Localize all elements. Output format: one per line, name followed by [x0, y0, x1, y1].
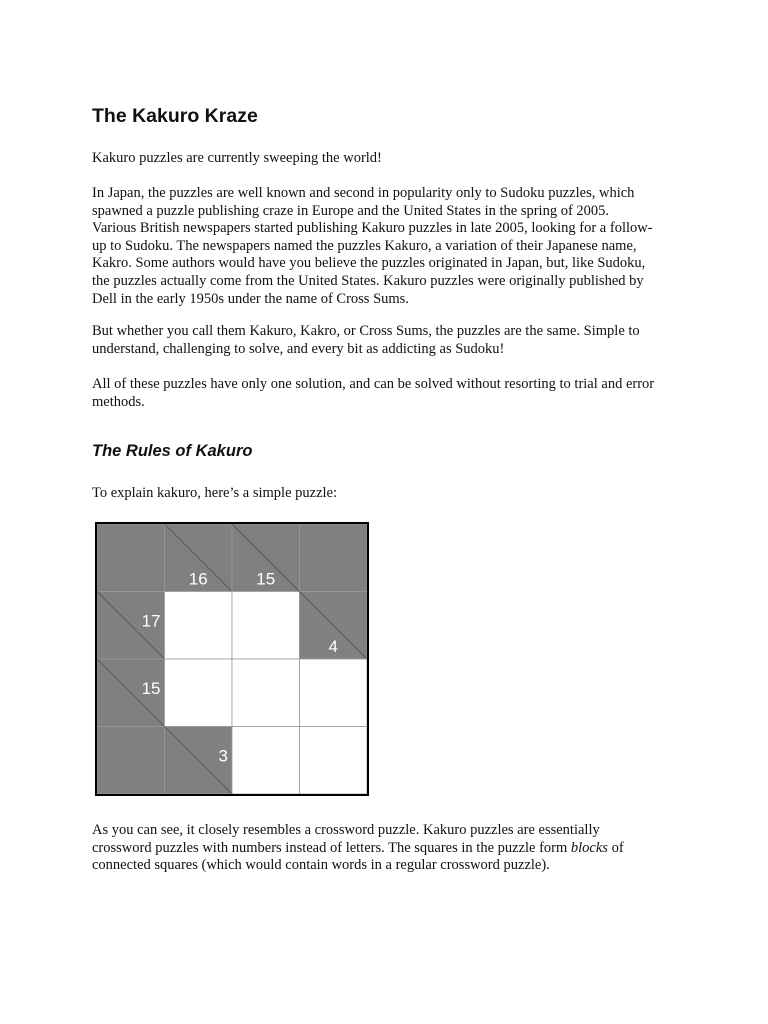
paragraph-line: spawned a puzzle publishing craze in Europe and the United States in the spring of 2005. — [92, 202, 610, 219]
paragraph-line: methods. — [92, 393, 145, 410]
paragraph-line: Various British newspapers started publishing Kakuro puzzles in late 2005, looking for a follow- — [92, 220, 653, 237]
kakuro-grid — [95, 522, 369, 796]
paragraph-line: But whether you call them Kakuro, Kakro, or Cross Sums, the puzzles are the same. Simple to — [92, 323, 640, 339]
paragraph-line: In Japan, the puzzles are well known and second in popularity only to Sudoku puzzles, which — [92, 185, 635, 201]
block-cell — [97, 727, 165, 795]
resemblance-paragraph — [92, 822, 684, 875]
paragraph-line: All of these puzzles have only one solution, and can be solved without resorting to trial and error — [92, 376, 655, 392]
entry-cell — [300, 727, 368, 795]
down-clue: 15 — [256, 569, 276, 589]
paragraph-line: connected squares (which would contain words in a regular crossword puzzle). — [92, 857, 550, 874]
page-title: The Kakuro Kraze — [92, 105, 258, 127]
entry-cell — [300, 659, 368, 727]
explain-paragraph: To explain kakuro, here’s a simple puzzle: — [92, 485, 337, 501]
solution-paragraph — [92, 376, 684, 411]
paragraph-line — [92, 840, 684, 858]
paragraph-line: the puzzles actually come from the United States. Kakuro puzzles were originally published by — [92, 272, 644, 289]
entry-cell — [165, 659, 233, 727]
across-clue: 15 — [141, 679, 161, 699]
paragraph-line: understand, challenging to solve, and every bit as addicting as Sudoku! — [92, 340, 505, 357]
block-cell — [97, 524, 165, 592]
history-paragraph — [92, 185, 684, 308]
emphasis-blocks: blocks — [570, 839, 608, 856]
names-paragraph — [92, 323, 684, 358]
entry-cell — [232, 727, 300, 795]
entry-cell — [165, 592, 233, 660]
kakuro-puzzle — [95, 522, 369, 796]
across-clue: 17 — [141, 611, 161, 631]
intro-paragraph: Kakuro puzzles are currently sweeping the world! — [92, 150, 382, 166]
paragraph-line: As you can see, it closely resembles a crossword puzzle. Kakuro puzzles are essentially — [92, 822, 600, 838]
text-run: of — [607, 839, 624, 856]
down-clue: 4 — [328, 637, 338, 656]
paragraph-line: Kakro. Some authors would have you believe the puzzles originated in Japan, but, like Sudoku, — [92, 255, 646, 272]
block-cell — [300, 524, 368, 592]
section-heading: The Rules of Kakuro — [92, 442, 253, 460]
entry-cell — [232, 659, 300, 727]
entry-cell — [232, 592, 300, 660]
paragraph-line: Dell in the early 1950s under the name of Cross Sums. — [92, 290, 409, 307]
down-clue: 16 — [188, 569, 208, 589]
paragraph-line: up to Sudoku. The newspapers named the puzzles Kakuro, a variation of their Japanese name, — [92, 237, 637, 254]
text-run: crossword puzzles with numbers instead of letters. The squares in the puzzle form — [92, 839, 571, 856]
across-clue: 3 — [218, 746, 228, 766]
